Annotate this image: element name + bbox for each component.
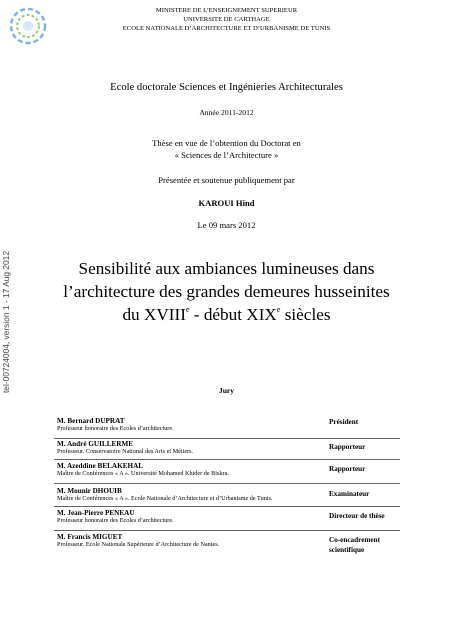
jury-member: M. Bernard DUPRAT Professeur honoraire des Ecoles d’architecture.: [57, 417, 174, 432]
divider: [54, 506, 400, 507]
jury-role: Directeur de thèse: [329, 512, 385, 520]
divider: [54, 459, 400, 460]
divider: [54, 530, 400, 531]
divider: [54, 483, 400, 484]
jury-role: Président: [329, 418, 359, 426]
jury-member: M. Jean-Pierre PENEAU Professeur honoraire des Ecoles d’architecture.: [57, 509, 174, 524]
jury-member: M. Azeddine BELAKEHAL Maître de Conférences « A ». Université Mohamed Khider de Biskra.: [57, 462, 229, 477]
thesis-title-line-1: Sensibilité aux ambiances lumineuses dans: [78, 259, 375, 278]
doctoral-school: Ecole doctorale Sciences et Ingénieries Architecturales: [110, 82, 343, 93]
jury-role: Rapporteur: [329, 443, 366, 451]
defense-date: Le 09 mars 2012: [197, 220, 256, 230]
thesis-line-1: Thèse en vue de l’obtention du Doctorat en: [152, 138, 301, 148]
institution-line: ECOLE NATIONALE D’ARCHITECTURE ET D’URBANISME DE TUNIS: [122, 25, 331, 32]
ministry-line: MINISTERE DE L’ENSEIGNEMENT SUPERIEUR: [155, 7, 298, 14]
thesis-title-line-3: du XVIIIe - début XIXe siècles: [122, 305, 331, 324]
thesis-title-line-2: l’architecture des grandes demeures husseinites: [63, 282, 390, 301]
jury-member: M. Mounir DHOUIB Maître de Conférences « A ». Ecole Nationale d’Architecture et d’Urbanisme de Tunis.: [57, 487, 273, 502]
archive-stamp: tel-00724004, version 1 - 17 Aug 2012: [1, 251, 11, 394]
academic-year: Année 2011-2012: [199, 108, 254, 117]
thesis-line-2: « Sciences de l’Architecture »: [174, 150, 279, 160]
author-name: KAROUI Hind: [198, 198, 255, 208]
divider: [54, 438, 400, 439]
jury-role: Examinateur: [329, 490, 370, 498]
presented-by: Présentée et soutenue publiquement par: [158, 175, 295, 185]
jury-heading: Jury: [218, 386, 235, 395]
jury-member: M. André GUILLERME Professeur. Conservatoire National des Arts et Métiers.: [57, 440, 194, 455]
jury-role: Co-encadrement scientifique: [329, 536, 380, 554]
jury-member: M. Francis MIGUET Professeur. Ecole Nationale Supérieure d’Architecture de Nantes.: [57, 533, 220, 548]
jury-role: Rapporteur: [329, 465, 366, 473]
university-line: UNIVERSITE DE CARTHAGE: [183, 16, 270, 23]
